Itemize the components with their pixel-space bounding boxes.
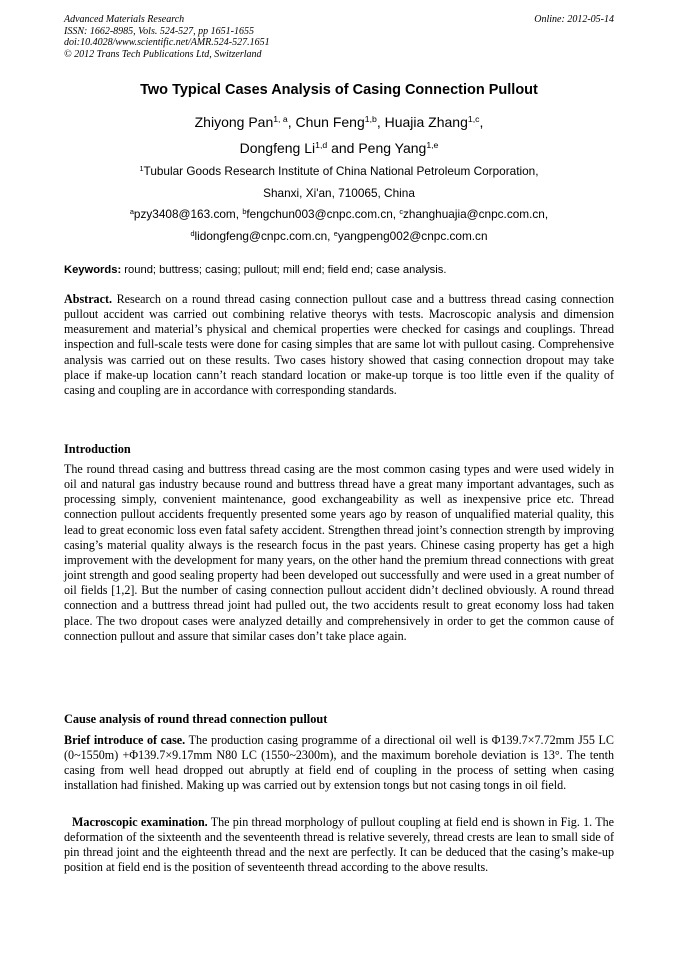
affiliation-text: Tubular Goods Research Institute of China National Petroleum Corporation, (143, 164, 539, 178)
author-affil-mark: 1,c (467, 114, 480, 125)
affiliation-mark: 1 (139, 163, 144, 173)
email-mark: a (129, 206, 134, 216)
introduction-heading: Introduction (64, 442, 131, 456)
macroscopic-text: The pin thread morphology of pullout coupling at field end is shown in Fig. 1. The deformation of the sixteenth and the seventeenth thread is relative severely, thread crests are lean to small side of pin thread joint and the eighteenth thread and the next are perfectly. It can be deduced that the casing’s make-up position at field end is the position of seventeenth thread according to the above results. (64, 815, 614, 875)
email-address: yangpeng002@cnpc.com.cn (337, 229, 488, 243)
email-mark: c (399, 206, 404, 216)
paper-title: Two Typical Cases Analysis of Casing Connection Pullout (140, 82, 538, 98)
author-line-2 (0, 140, 678, 156)
email-address: pzy3408@163.com, (133, 207, 243, 221)
author-affil-mark: 1,b (364, 114, 377, 125)
author-name: and Peng Yang (327, 140, 427, 156)
macroscopic-paragraph (64, 815, 614, 876)
author-name: Zhiyong Pan (194, 114, 274, 130)
email-address: zhanghuajia@cnpc.com.cn, (403, 207, 549, 221)
brief-introduce-text: The production casing programme of a directional oil well is Φ139.7×7.72mm J55 LC (0~1550m) +Φ139.7×9.17mm N80 LC (1550~2300m), and the maximum borehole deviation is 13°. The tenth casing from well head dropped out abruptly at field end of coupling in the process of setting when casing installation had finished. Making up was carried out by extension tongs but not casing tongs in oil field. (64, 733, 614, 793)
author-name: , Huajia Zhang (376, 114, 468, 130)
abstract (64, 292, 614, 398)
issn-line: ISSN: 1662-8985, Vols. 524-527, pp 1651-1655 (64, 25, 254, 37)
email-mark: e (333, 228, 338, 238)
macroscopic-label: Macroscopic examination. (72, 815, 208, 829)
affiliation-line-1 (0, 164, 678, 178)
keywords-label: Keywords: (64, 264, 122, 276)
email-line-1 (0, 207, 678, 221)
author-line-1 (0, 114, 678, 130)
affiliation-line-2: Shanxi, Xi'an, 710065, China (263, 186, 415, 200)
brief-introduce-paragraph (64, 733, 614, 794)
brief-introduce-label: Brief introduce of case. (64, 733, 186, 747)
author-name: , Chun Feng (287, 114, 365, 130)
email-address: lidongfeng@cnpc.com.cn, (194, 229, 334, 243)
keywords-text: round; buttress; casing; pullout; mill end; field end; case analysis. (121, 264, 447, 276)
introduction-paragraph: The round thread casing and buttress thread casing are the most common casing types and were used widely in oil and natural gas industry because round and buttress thread have a great many important advantages, such as processing simply, convenient maintenance, good exchangeability as well as inexpensive price etc. Thread connection pullout accidents frequently presented some years ago by reason of unqualified material quality, this lead to great economic loss even fatal safety accident. Strengthen thread joint’s connection strength by improving casing’s material quality always is the research focus in the past years. Chinese casing property has get a high improvement with the development for many years, on the other hand the premium thread connections with great joint strength and good sealing property had been developed out successfully and were used in a great number of oil fields [1,2]. But the number of casing connection pullout accident didn’t declined obviously. A round thread connection and a buttress thread joint had pulled out, the two accidents result to great economy loss had taken place. The two dropout cases were analyzed detailly and comprehensively in order to get the common cause of connection pullout and assure that similar cases don’t take place again. (64, 462, 614, 643)
email-mark: d (190, 228, 195, 238)
author-affil-mark: 1, a (273, 114, 288, 125)
doi-line: doi:10.4028/www.scientific.net/AMR.524-527.1651 (64, 37, 270, 48)
email-line-2 (0, 229, 678, 243)
email-mark: b (242, 206, 247, 216)
keywords (64, 264, 446, 276)
author-affil-mark: 1,d (315, 140, 328, 151)
cause-analysis-heading: Cause analysis of round thread connection pullout (64, 712, 328, 726)
author-name: Dongfeng Li (239, 140, 316, 156)
abstract-label: Abstract. (64, 292, 113, 306)
author-affil-mark: 1,e (426, 140, 439, 151)
copyright-line: © 2012 Trans Tech Publications Ltd, Switzerland (64, 48, 262, 60)
abstract-text: Research on a round thread casing connection pullout case and a buttress thread casing connection pullout accident was carried out combining relative theorys with tests. Macroscopic analysis and dimension measurement and material’s physical and chemical properties were checked for casings and couplings. Thread inspection and full-scale tests were done for casing simples that are same lot with pullout casing. Comprehensive analysis was carried out on these results. Two cases history showed that casing connection dropout may take place if make-up location cann’t reach standard location or make-up torque is too little even if the quality of casing and coupling are in accordance with corresponding standards. (64, 292, 614, 397)
email-address: fengchun003@cnpc.com.cn, (246, 207, 400, 221)
author-separator: , (479, 114, 484, 130)
journal-name: Advanced Materials Research (64, 14, 185, 25)
journal-header (64, 14, 270, 60)
online-date: Online: 2012-05-14 (534, 14, 614, 25)
